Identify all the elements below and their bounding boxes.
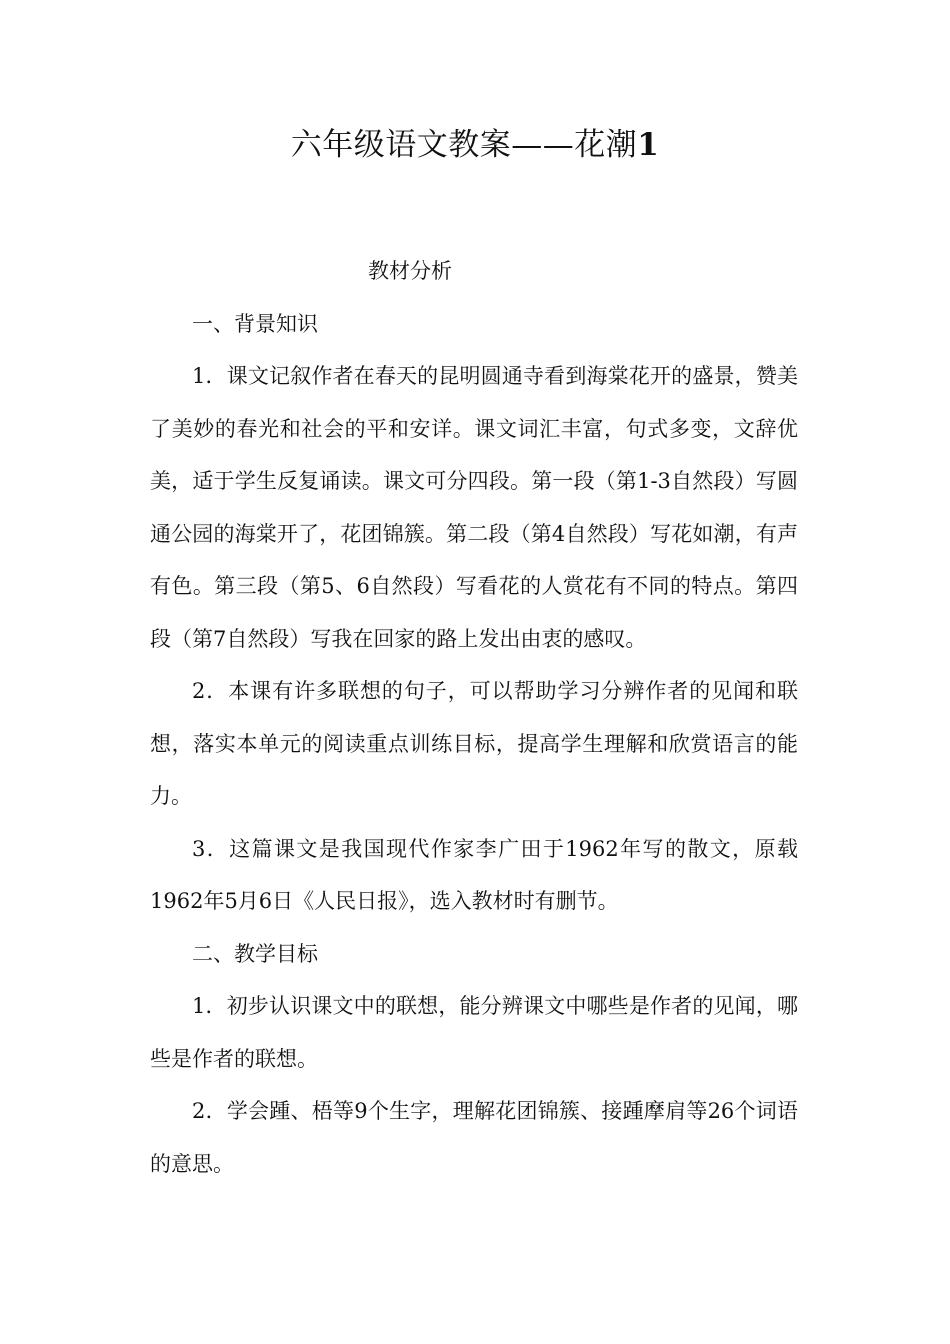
title-text: 六年级语文教案——花潮 — [290, 127, 638, 163]
heading-teaching-goals: 二、教学目标 — [192, 941, 318, 966]
goal-2: 2．学会踵、梧等9个生字，理解花团锦簇、接踵摩肩等26个词语的意思。 — [150, 1099, 798, 1176]
goal-1: 1．初步认识课文中的联想，能分辨课文中哪些是作者的见闻，哪些是作者的联想。 — [150, 994, 798, 1071]
section-heading-textbook-analysis: 教材分析 — [368, 259, 452, 283]
heading-background-knowledge: 一、背景知识 — [192, 311, 318, 336]
paragraph-3: 3．这篇课文是我国现代作家李广田于1962年写的散文，原载1962年5月6日《人民日报》，选入教材时有删节。 — [150, 836, 798, 913]
paragraph-1: 1．课文记叙作者在春天的昆明圆通寺看到海棠花开的盛景，赞美了美妙的春光和社会的平和安详。课文词汇丰富，句式多变，文辞优美，适于学生反复诵读。课文可分四段。第一段（第1-3自然段）写圆通公园的海棠开了，花团锦簇。第二段（第4自然段）写花如潮，有声有色。第三段（第5、6自然段）写看花的人赏花有不同的特点。第四段（第7自然段）写我在回家的路上发出由衷的感叹。 — [150, 364, 798, 651]
paragraph-2: 2．本课有许多联想的句子，可以帮助学习分辨作者的见闻和联想，落实本单元的阅读重点训练目标，提高学生理解和欣赏语言的能力。 — [150, 679, 798, 808]
document-title — [0, 120, 950, 170]
title-number: 1 — [637, 127, 660, 163]
document-body — [150, 245, 798, 1190]
